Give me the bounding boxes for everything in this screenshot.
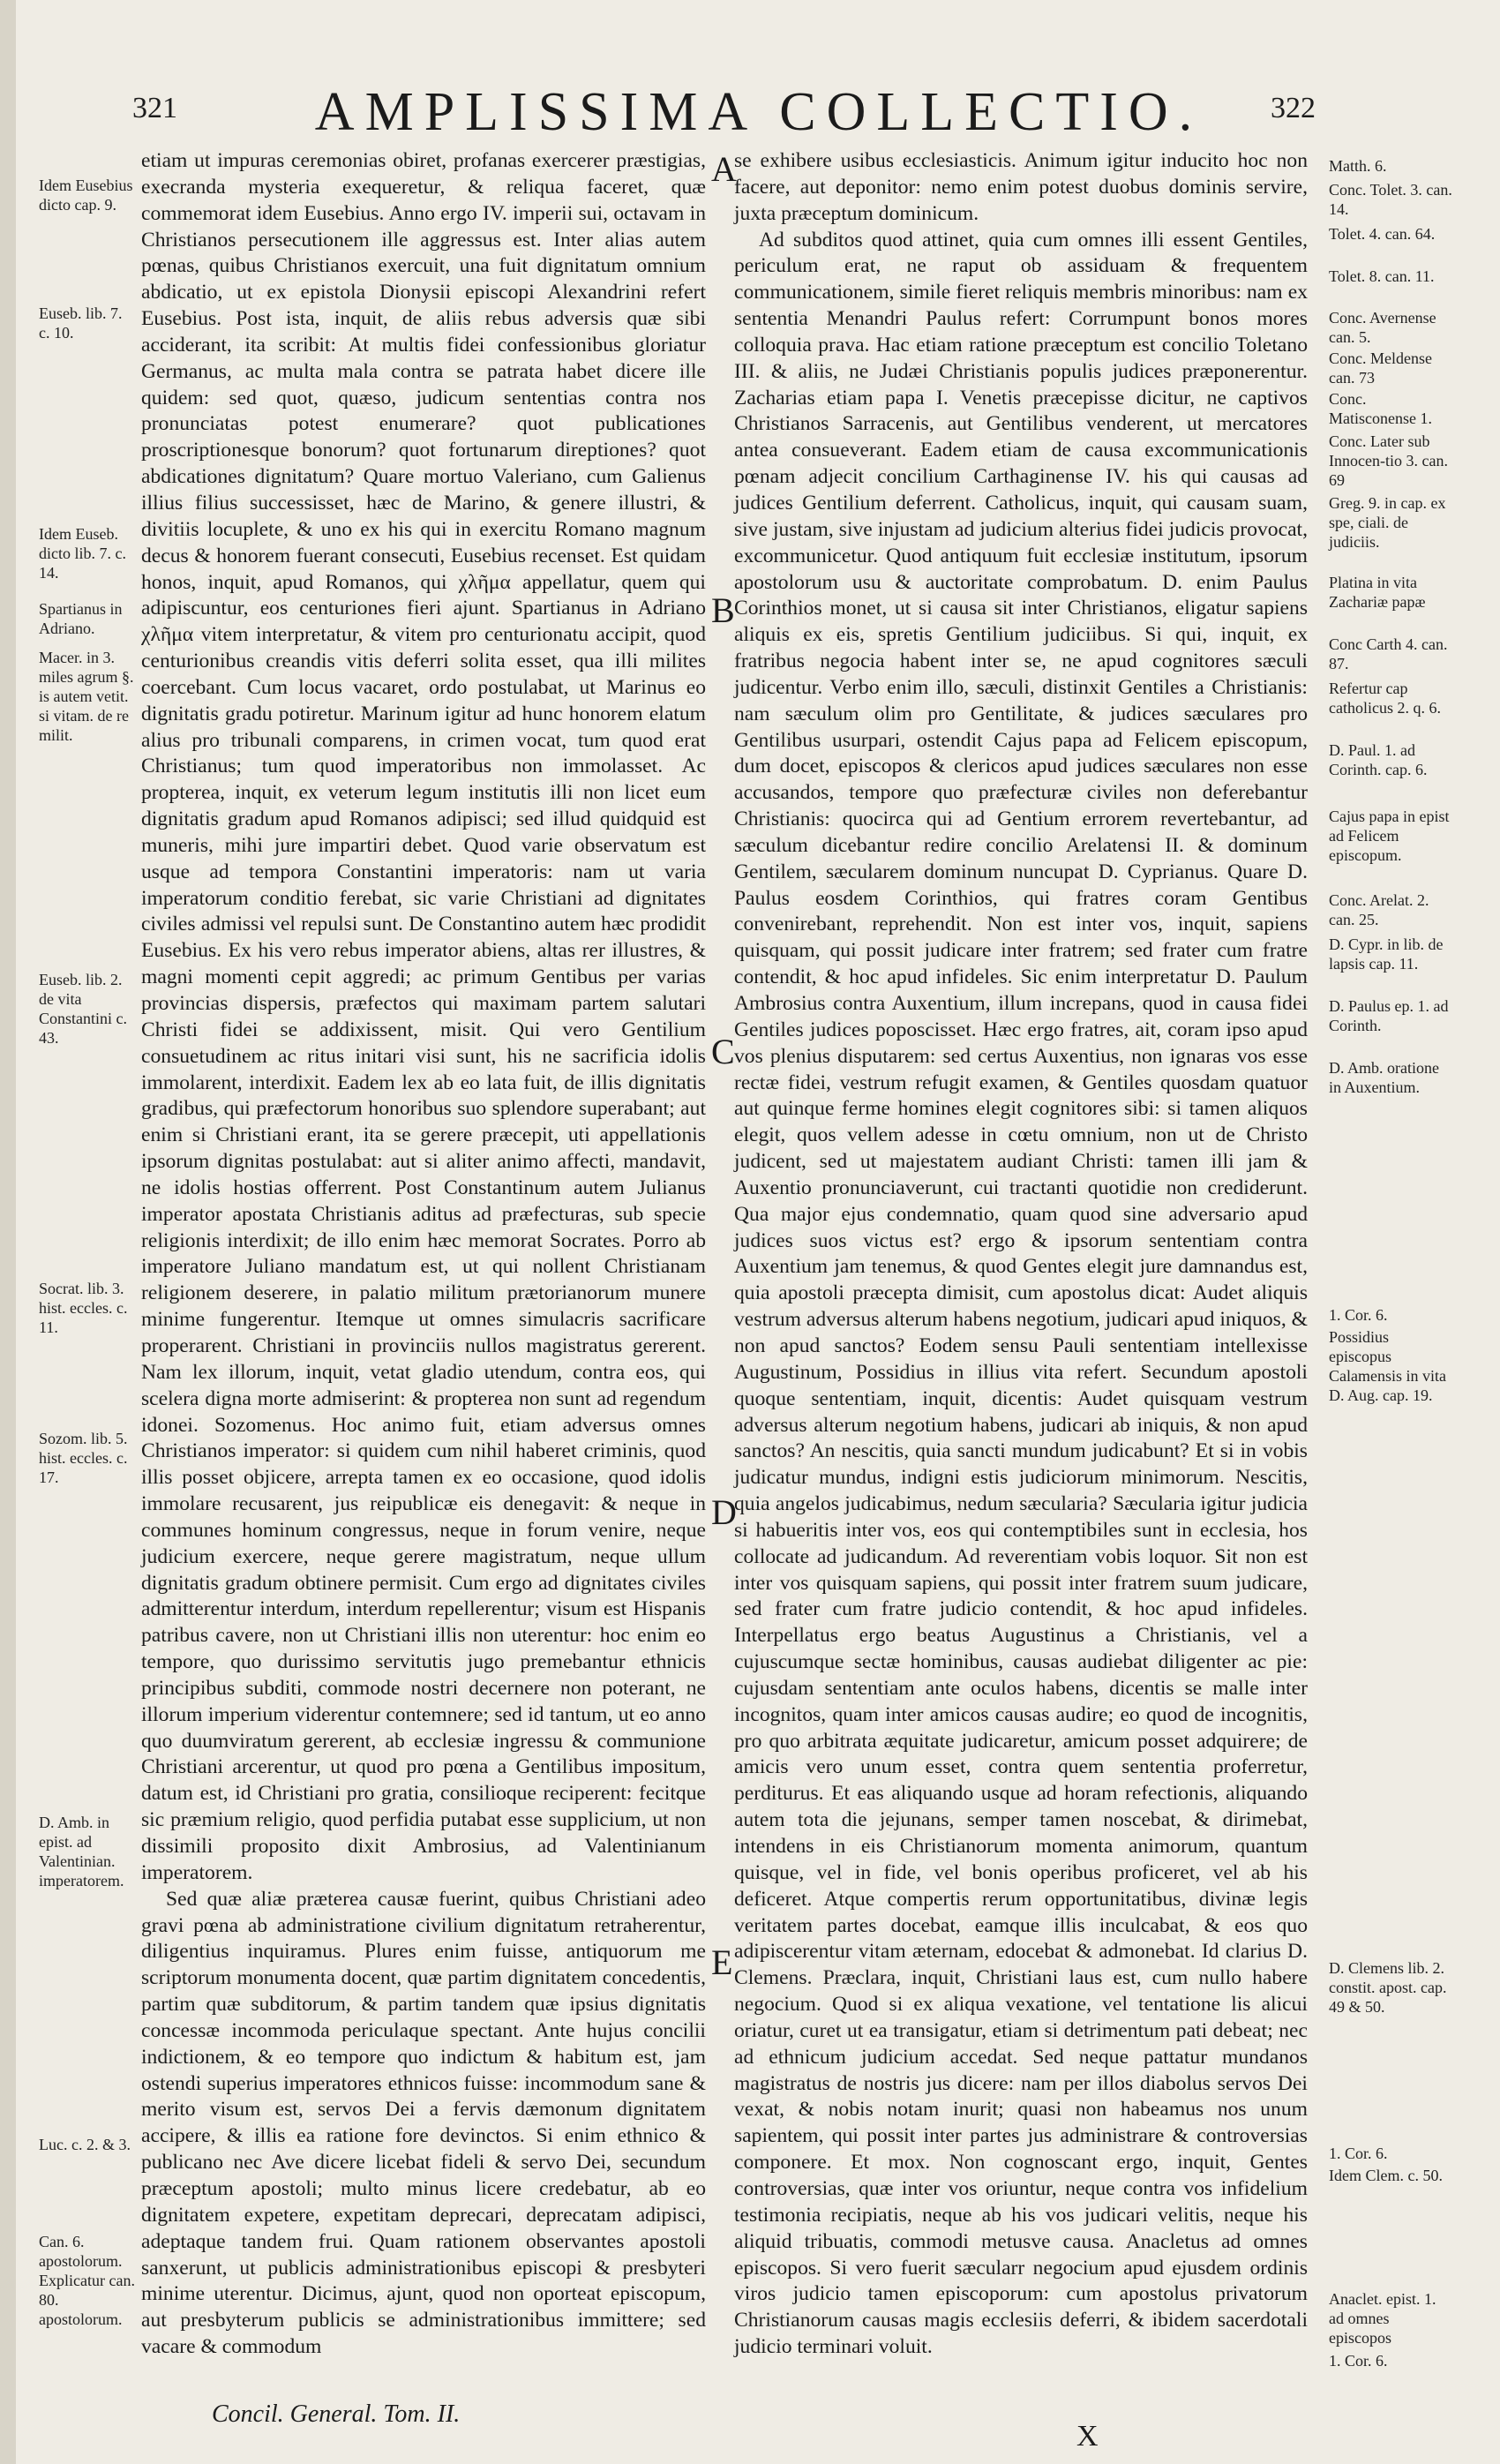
margin-note-right: D. Clemens lib. 2. constit. apost. cap. 49 & 50. (1329, 1959, 1447, 2016)
page-number-left: 321 (132, 92, 177, 124)
margin-note-left: Idem Eusebius dicto cap. 9. (39, 177, 133, 214)
margin-note-left: Socrat. lib. 3. hist. eccles. c. 11. (39, 1280, 128, 1336)
right-paragraph: se exhibere usibus ecclesiasticis. Animum igitur inducito hoc non facere, aut deponitor: nemo enim potest duobus dominis servire, juxta præceptum dominicum. (734, 149, 1308, 225)
footer-volume: Concil. General. Tom. II. (212, 2400, 461, 2428)
margin-note-right: Tolet. 4. can. 64. (1329, 225, 1436, 243)
margin-note-right: Platina in vita Zachariæ papæ (1329, 574, 1426, 611)
margin-note-right: 1. Cor. 6. (1329, 2352, 1388, 2370)
right-paragraph: Ad subditos quod attinet, quia cum omnes illi essent Gentiles, periculum erat, ne raput ob assiduam & frequentem communicationem, simile fieret reliquis membris minoribus: nam ex sententia Menandri Paulus refert: Corrumpunt bonos mores colloquia prava. Hac etiam ratione præceptum est concilio Toletano III. & aliis, ne Judæi Christianis populis judices præponerentur. Zacharias etiam papa I. Venetis præcepisse dicitur, ne captivos Christianos Sarracenis, aut Gentilibus venderent, ut mercatores antea consueverant. Eadem etiam de causa excommunicationis pœnam adjecit concilium Carthaginense IV. his qui causas ad judices Gentilium deferrent. Catholicus, inquit, qui causam suam, sive justam, sive injustam ad judicium alterius fidei judicis provocat, excommunicetur. Quod antiquum fuit ecclesiæ institutum, ipsorum apostolorum usu & auctoritate comprobatum. D. enim Paulus Corinthios monet, ut si causa sit inter Christianos, eligatur sapiens aliquis ex eis, spretis Gentilium judiciibus. Si qui, inquit, ex fratribus negocia habent inter se, ne apud cognitores sæculi judicentur. Verbo enim illo, sæculi, distinxit Gentiles a Christianis: nam sæculum olim pro Gentilitate, & judices sæculares pro Gentilibus usurpari, ostendit Cajus papa ad Felicem episcopum, dum docet, episcopos & clericos apud judices sæculares non esse accusandos, tempore quo præfecturæ civiles non deferebantur Christianis: quocirca qui ad Gentium errorem revertebantur, ad sæculum dicebantur redire concilio Arelatensi II. & dominum Gentilem, sæcularem dominum nuncupat D. Cyprianus. Quare D. Paulus eosdem Corinthios, qui fratres coram Gentibus convenirebant, reprehendit. Non est inter vos, inquit, sapiens quisquam, qui possit judicare inter fratrem; sed frater cum fratre contendit, & hoc apud infideles. Sic enim interpretatur D. Paulum Ambrosius contra Auxentium, illum increpans, quod in causa fidei Gentiles judices poposcisset. Hæc ergo fratres, ait, coram ipso apud vos plenius disputarem: sed certus Auxentius, non ignaras vos esse rectæ fidei, vestrum refugit examen, & Gentiles quosdam quatuor aut quinque ferme homines elegit cognitores sibi: si tamen aliquos elegit, quos vellem adesse in cœtu omnium, non ut de Christo judicent, sed ut majestatem audiant Christi: tamen illi jam & Auxentio pronunciaverunt, cui tractanti quotidie non crediderunt. Qua major ejus condemnatio, quam quod sine adversario apud judices suos victus est? ergo & ipsorum sententiam contra Auxentium jam tenemus, & quod Gentes elegit jure damnandus est, quia apostoli præcepta dimisit, cum apostolus dicat: Audet aliquis vestrum adversus alterum habens negotium, judicari apud iniquos, & non apud sanctos? Eodem sensu Pauli sententiam intellexisse Augustinum, Possidius in illius vita refert. Secundum apostoli quoque sententiam, inquit, dicentis: Audet quisquam vestrum adversus alterum negotium habens, judicari ab iniquis, & non apud sanctos? An nescitis, quia sancti mundum judicabunt? Et si in vobis judicatur mundus, indigni estis judiciorum minimorum. Nescitis, quia angelos judicabimus, nedum sæcularia? Sæcularia igitur judicia si habueritis inter vos, eos qui contemptibiles sunt in ecclesia, hos collocate ad judicandum. Ad reverentiam vobis loquor. Sit non est inter vos quisquam sapiens, qui possit inter fratrem suum judicare, sed frater cum fratre judicio contendit, & hoc apud infideles. Interpellatus ergo beatus Augustinus a Christianis, vel a cujuscumque sectæ hominibus, causas audiebat diligenter ac pie: cujusdam sententiam ante oculos habens, dicentis se malle inter incognitos, quam inter amicos causas audire; eo quod de incognitis, pro quo arbitrata æquitate judicaretur, amicum posset adquirere; de amicis vero unum esset, contra quem sententia proferretur, perditurus. Et eas aliquando usque ad horam refectionis, aliquando autem tota die jejunans, semper tamen noscebat, & dirimebat, intendens in eis Christianorum momenta animorum, quantum quisque, vel in fide, vel bonis operibus proficeret, vel ab his deficeret. Atque compertis rerum opportunitatibus, divinæ legis veritatem partes docebat, eamque illis inculcabat, & eos quo adipiscerentur vitam æternam, edocebat & admonebat. Id clarius D. Clemens. Præclara, inquit, Christiani laus est, cum nullo habere negocium. Quod si ex aliqua vexatione, vel tentatione lis alicui oriatur, curet ut ea transigatur, etiam si detrimentum pati debeat; nec ad ethnicum judicium accedat. Sed neque pattatur mundanos magistratus de nostris jus dicere: nam per illos diabolus servos Dei vexat, & nobis notam inurit; quasi non habeamus nos unum sapientem, qui possit inter partes jus administrare & controversias componere. Et mox. Non cognoscant ergo, inquit, Gentes controversias, quæ inter vos oriuntur, neque contra vos infidelium testimonia recipiatis, neque ab his vos judicari velitis, neque his aliquid tribuatis, commodi metusve causa. Anacletus ad omnes episcopos. Si vero fuerit sæcularr negocium apud ejusdem ordinis viros judicio tamen episcoporum: cum apostolus privatorum Christianorum causas magis ecclesiis deferri, & ibidem sacerdotali judicio terminari voluit. (734, 228, 1309, 2359)
margin-note-right: Matth. 6. (1329, 157, 1387, 175)
margin-note-left: Sozom. lib. 5. hist. eccles. c. 17. (39, 1430, 128, 1486)
margin-note-right: Conc. Avernense can. 5. (1329, 309, 1436, 346)
margin-note-right: Idem Clem. c. 50. (1329, 2167, 1443, 2184)
margin-note-right: Conc. Matisconense 1. (1329, 390, 1432, 427)
left-paragraph: Sed quæ aliæ præterea causæ fuerint, quibus Christiani adeo gravi pœna ab administratione civilium dignitatum retraherentur, diligentius inquiramus. Plures enim fuisse, antiquorum me scriptorum monumenta docent, quæ partim dignitatem concedentis, partim quæ subditorum, & partim tandem quæ ipsius dignitatis concessæ incommoda periculaque spectant. Ante hujus concilii indictionem, & eo tempore quo indictum & habitum est, jam ostendi superius imperatores ethnicos fuisse: incommodum sane & merito visum est, servos Dei a fervis dæmonum dignitatem accipere, & illis ea ratione fore devinctos. Si enim ethnico & publicano nec Ave dicere licebat fideli & servo Dei, secundum præceptum apostoli; multo minus licere credebatur, ab eo dignitatem expetere, expetitam deprecari, deprecatam adipisci, adeptaque tandem frui. Quam rationem observantes apostoli sanxerunt, ut publicis administrationibus episcopi & presbyteri minime uterentur. Dicimus, ajunt, quod non oporteat episcopum, aut presbyterum publicis se administrationibus immittere; sed vacare & commodum (141, 1887, 706, 2359)
margin-note-left: Can. 6. apostolorum. Explicatur can. 80. apostolorum. (39, 2233, 135, 2328)
left-paragraph: etiam ut impuras ceremonias obiret, profanas exercerer præstigias, execranda mysteria exequeretur, & reliqua faceret, quæ commemorat idem Eusebius. Anno ergo IV. imperii sui, octavam in Christianos persecutionem ille aggressus est. Inter alias autem pœnas, quibus Christianos exercuit, una fuit dignitatum omnium abdicatio, ut ex epistola Dionysii episcopi Alexandrini refert Eusebius. Post ista, inquit, de aliis rebus adversis quæ sibi acciderant, ita scribit: At multis fidei confessionibus gloriatur Germanus, ac multa mala contra se patrata habet dicere ille quidem: sed quot, quæso, judicum sententias contra nos pronunciatas potest enumerare? quot publicationes proscriptionesque bonorum? quot fortunarum direptiones? quot abdicationes dignitatum? Quare mortuo Valeriano, cum Galienus illius filius successisset, hæc de Marino, & genere illustri, & divitiis locuplete, & uno ex his qui in exercitu Romano magnum decus & honorem fuerant consecuti, Eusebius recenset. Est quidam honos, inquit, apud Romanos, qui χλῆμα appellatur, quem qui adipiscuntur, eos centuriones fieri ajunt. Spartianus in Adriano χλῆμα vitem interpretatur, & vitem pro centurionatu accipit, quod centurionibus creandis vitis deferri solita esset, qua illi milites coercebant. Cum locus vacaret, ordo postulabat, ut Marinus eo dignitatis gradu potiretur. Marinum igitur ad hunc honorem elatum alius pro tribunali comparens, in crimen vocat, tum quod erat Christianus; tum quod imperatoribus non immolasset. Ac propterea, inquit, ex veterum legum institutis illi non licet eum dignitatis gradum apud Romanos adipisci; sed illud quidquid est muneris, mihi jure impartiri debet. Quod varie observatum est usque ad tempora Constantini imperatoris: nam ut varia imperatorum conditio ferebat, sic varie Christiani ad dignitates civiles admissi vel repulsi sunt. De Constantino autem hæc prodidit Eusebius. Ex his vero rebus imperator abiens, altas rer illustres, & magni momenti cepit aggredi; ac primum Gentibus per varias provincias dispersis, præfectos qui maximam partem salutari Christi fidei se addixissent, misit. Qui vero Gentilium consuetudinem ac ritus initari visi sunt, his ne sacrificia idolis immolarent, interdixit. Eadem lex ab eo lata fuit, de illis dignitatis gradibus, qui præfectorum honoribus suo splendore superabant; aut enim si Christiani erant, ita se gerere præcepit, uti appellationis ipsorum dignitas postulabat: aut si aliter animo affecti, mandavit, ne idolis hostias offerrent. Post Constantinum autem Julianus imperator apostata Christianis aditus ad præfecturas, sub specie religionis interdixit; de illo enim hæc memorat Socrates. Porro ab imperatore Juliano mandatum est, ut qui nollent Christianam religionem deserere, in palatio militum prætorianorum munere minime fungerentur. Itemque ut omnes simulacris sacrificare properarent. Christiani in provinciis nullos magistratus gererent. Nam lex illorum, inquit, vetat gladio utendum, contra eos, qui scelera digna morte admiserint: & propterea non sunt ad regendum idonei. Sozomenus. Hoc animo fuit, etiam adversus omnes Christianos imperator: si quidem cum nihil haberet criminis, quod illis posset objicere, arrepta tamen ex eo occasione, quod idolis immolare recusarent, jus reipublicæ eis denegavit: & neque in communes hominum congressus, neque in forum venire, neque judicium exercere, neque gerere magistratum, neque ullum dignitatis gradum obtinere permisit. Cum ergo ad dignitates civiles admitterentur interdum, interdum repellerentur; visum est Hispanis patribus cavere, non ut Christiani illis non uterentur: hoc enim eo tempore, quo durissimo servitutis jugo premebantur ethnicis principibus subditi, commode nostri decernere non poterant, ne illorum imperium viderentur contemnere; sed id tantum, ut eo anno quo duumviratum gererent, ab ecclesiæ ingressu & communione Christiani arcerentur, ut quod pro pœna a Gentilibus impositum, datum est, id Christiani pro gratia, consilioque reciperent: fecitque sic præmium religio, quod perfidia putabat esse supplicium, ut non dissimili proposito dixit Ambrosius, ad Valentinianum imperatorem. (141, 149, 706, 1884)
section-letter: E (711, 1942, 733, 1982)
margin-note-right: 1. Cor. 6. (1329, 1306, 1388, 1324)
section-letter: B (711, 590, 735, 630)
margin-note-right: Possidius episcopus Calamensis in vita D. Aug. cap. 19. (1329, 1328, 1446, 1404)
margin-note-left: Idem Euseb. dicto lib. 7. c. 14. (39, 525, 126, 582)
margin-note-right: Conc. Tolet. 3. can. 14. (1329, 181, 1452, 218)
margin-note-left: Macer. in 3. miles agrum §. is autem vetit. si vitam. de re milit. (39, 649, 134, 744)
margin-note-right: Conc Carth 4. can. 87. (1329, 635, 1448, 672)
section-letter: C (711, 1032, 735, 1071)
margin-note-right: Conc. Meldense can. 73 (1329, 349, 1432, 387)
margin-note-right: Anaclet. epist. 1. ad omnes episcopos (1329, 2290, 1436, 2347)
margin-note-right: Refertur cap catholicus 2. q. 6. (1329, 680, 1441, 717)
right-text-column (734, 148, 1308, 2361)
margin-note-right: Tolet. 8. can. 11. (1329, 267, 1435, 285)
margin-note-right: 1. Cor. 6. (1329, 2145, 1388, 2162)
margin-note-right: Cajus papa in epist ad Felicem episcopum. (1329, 808, 1450, 864)
margin-note-right: Conc. Later sub Innocen-tio 3. can. 69 (1329, 432, 1448, 489)
margin-note-left: Spartianus in Adriano. (39, 600, 123, 637)
margin-note-right: D. Paulus ep. 1. ad Corinth. (1329, 997, 1449, 1034)
margin-note-right: D. Paul. 1. ad Corinth. cap. 6. (1329, 741, 1428, 778)
footer-signature: X (1076, 2420, 1099, 2453)
section-letter: D (711, 1492, 737, 1532)
margin-note-right: Greg. 9. in cap. ex spe, ciali. de judiciis. (1329, 494, 1446, 551)
margin-note-left: D. Amb. in epist. ad Valentinian. imperatorem. (39, 1814, 124, 1889)
page-number-right: 322 (1271, 92, 1316, 124)
left-text-column (141, 148, 706, 2361)
margin-note-left: Euseb. lib. 2. de vita Constantini c. 43. (39, 971, 127, 1047)
running-title: AMPLISSIMA COLLECTIO. (314, 82, 1204, 142)
margin-note-left: Luc. c. 2. & 3. (39, 2136, 131, 2153)
margin-note-right: Conc. Arelat. 2. can. 25. (1329, 891, 1429, 928)
margin-note-left: Euseb. lib. 7. c. 10. (39, 304, 123, 342)
section-letter: A (711, 149, 737, 189)
margin-note-right: D. Amb. oratione in Auxentium. (1329, 1059, 1439, 1096)
margin-note-right: D. Cypr. in lib. de lapsis cap. 11. (1329, 935, 1444, 973)
